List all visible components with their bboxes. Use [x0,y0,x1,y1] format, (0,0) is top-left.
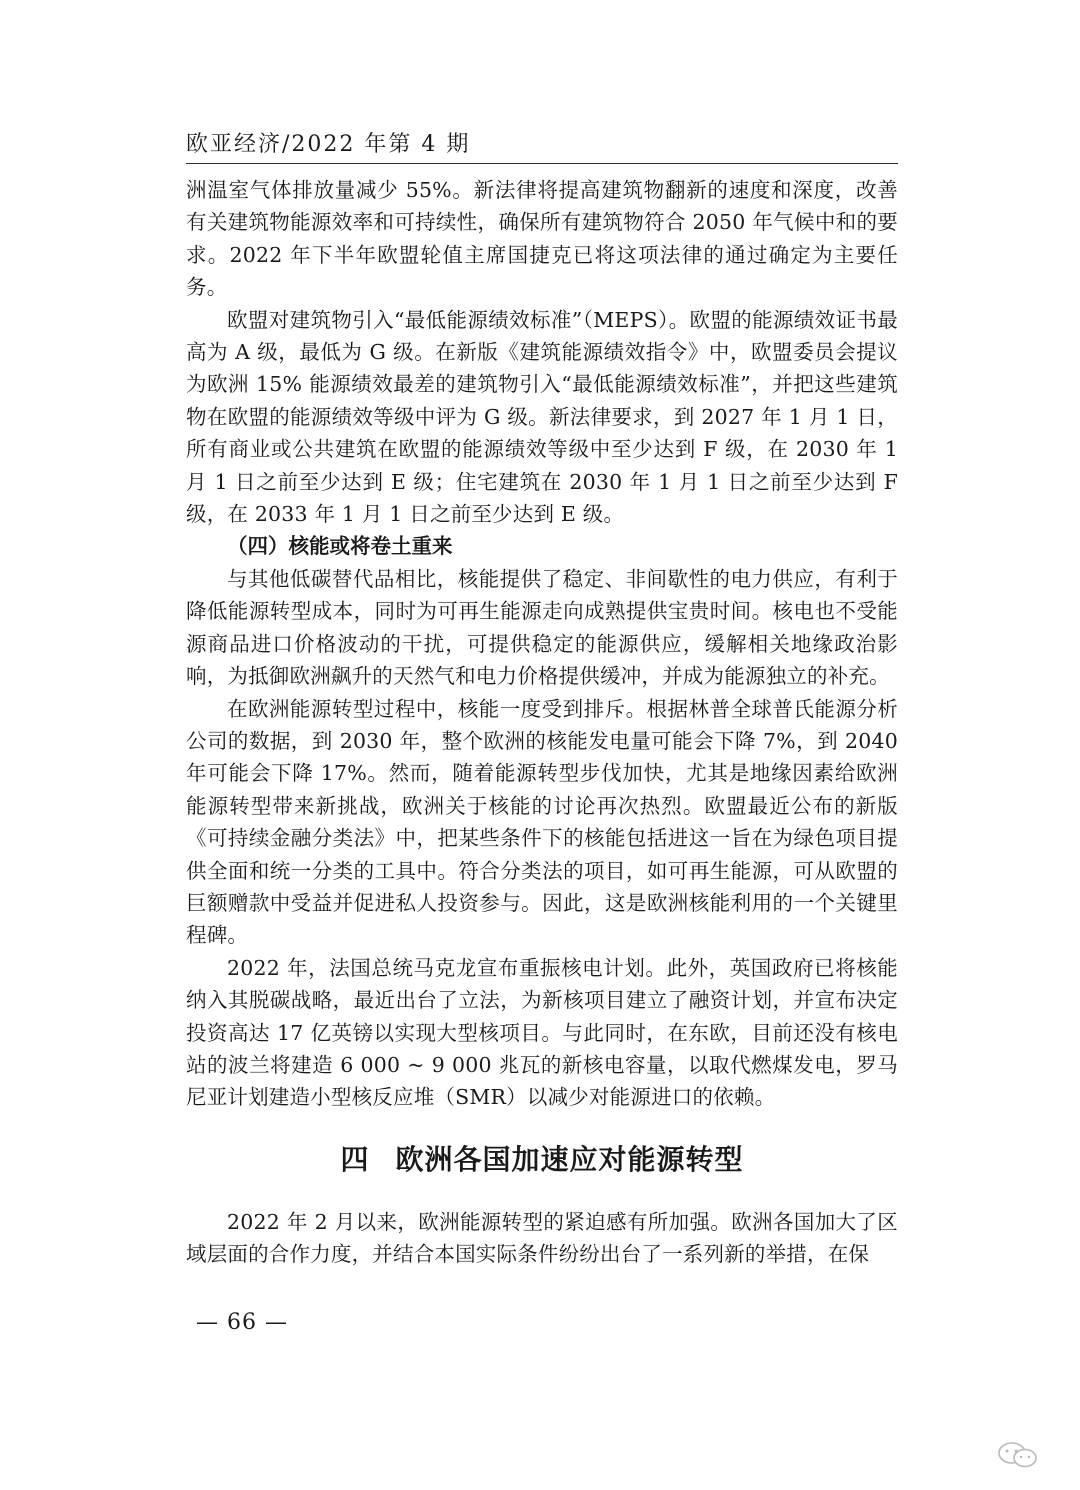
section-title [186,1114,898,1206]
section-number: 四 [340,1142,370,1176]
running-header: 欧亚经济/2022 年第 4 期 [186,132,471,157]
body-text [186,174,898,1271]
paragraph-meps: 欧盟对建筑物引入“最低能源绩效标准”（MEPS）。欧盟的能源绩效证书最高为 A 级，最低为 G 级。在新版《建筑能源绩效指令》中，欧盟委员会提议为欧洲 15% 能源绩效最差的建筑物引入“最低能源绩效标准”，并把这些建筑物在欧盟的能源绩效等级中评为 G 级。新法律要求，到 2027 年 1 月 1 日，所有商业或公共建筑在欧盟的能源绩效等级中至少达到 F 级，在 2030 年 1 月 1 日之前至少达到 E 级；住宅建筑在 2030 年 1 月 1 日之前至少达到 F 级，在 2033 年 1 月 1 日之前至少达到 E 级。 [186,307,898,527]
page-number: — 66 — [196,1310,288,1335]
subheading-nuclear: （四）核能或将卷土重来 [227,534,453,559]
paragraph-nuclear-outlook: 在欧洲能源转型过程中，核能一度受到排斥。根据林普全球普氏能源分析公司的数据，到 2030 年，整个欧洲的核能发电量可能会下降 7%，到 2040 年可能会下降 17%。然而，随着能源转型步伐加快，尤其是地缘因素给欧洲能源转型带来新挑战，欧洲关于核能的讨论再次热烈。欧盟最近公布的新版《可持续金融分类法》中，把某些条件下的核能包括进这一旨在为绿色项目提供全面和统一分类的工具中。符合分类法的项目，如可再生能源，可从欧盟的巨额赠款中受益并促进私人投资参与。因此，这是欧洲核能利用的一个关键里程碑。 [186,696,898,948]
paragraph-nuclear-benefits: 与其他低碳替代品相比，核能提供了稳定、非间歇性的电力供应，有利于降低能源转型成本，同时为可再生能源走向成熟提供宝贵时间。核电也不受能源商品进口价格波动的干扰，可提供稳定的能源供应，缓解相关地缘政治影响，为抵御欧洲飙升的天然气和电力价格提供缓冲，并成为能源独立的补充。 [186,566,898,689]
wechat-logo-icon [994,1440,1044,1470]
section-title-text: 欧洲各国加速应对能源转型 [395,1142,744,1176]
header-rule [186,163,898,164]
paragraph-continued: 洲温室气体排放量减少 55%。新法律将提高建筑物翻新的速度和深度，改善有关建筑物能源效率和可持续性，确保所有建筑物符合 2050 年气候中和的要求。2022 年下半年欧盟轮值主席国捷克已将这项法律的通过确定为主要任务。 [186,178,898,300]
paragraph-national-plans: 2022 年，法国总统马克龙宣布重振核电计划。此外，英国政府已将核能纳入其脱碳战略，最近出台了立法，为新核项目建立了融资计划，并宣布决定投资高达 17 亿英镑以实现大型核项目。与此同时，在东欧，目前还没有核电站的波兰将建造 6 000 ~ 9 000 兆瓦的新核电容量，以取代燃煤发电，罗马尼亚计划建造小型核反应堆（SMR）以减少对能源进口的依赖。 [186,955,898,1110]
paragraph-section-intro: 2022 年 2 月以来，欧洲能源转型的紧迫感有所加强。欧洲各国加大了区域层面的合作力度，并结合本国实际条件纷纷出台了一系列新的举措，在保 [186,1209,898,1267]
